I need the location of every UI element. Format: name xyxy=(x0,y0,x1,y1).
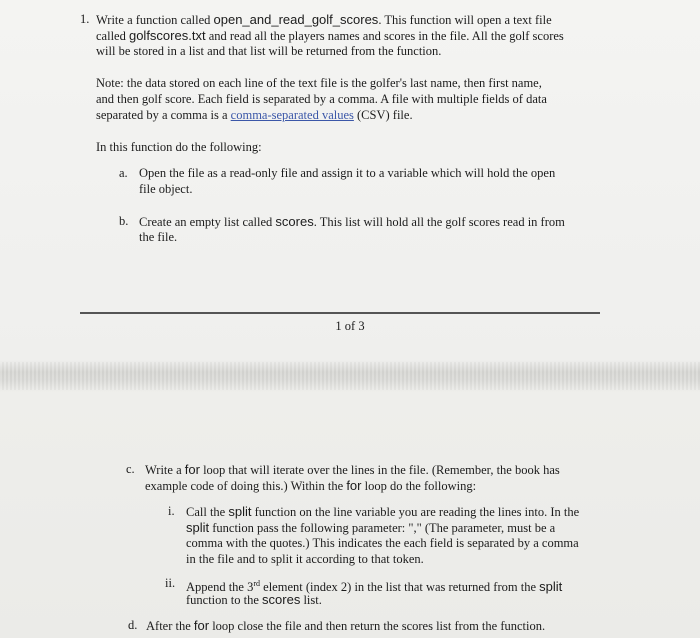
sub-i-marker: i. xyxy=(168,504,175,518)
page-break-gap xyxy=(0,362,700,390)
split-code: split xyxy=(228,504,252,519)
question-number: 1. xyxy=(80,12,90,26)
item-b-marker: b. xyxy=(119,214,129,228)
page-footer-divider xyxy=(80,312,600,314)
text: loop do the following: xyxy=(361,479,477,493)
scores-code: scores xyxy=(262,592,301,607)
text: After the xyxy=(146,619,194,633)
text: function pass the following parameter: "," (The parameter, must be a xyxy=(209,521,556,535)
text: Create an empty list called xyxy=(139,215,276,229)
text: Write a function called xyxy=(96,13,214,27)
item-a-line-2: file object. xyxy=(139,182,193,196)
sub-i-line-3: comma with the quotes.) This indicates the each field is separated by a comma xyxy=(186,536,579,550)
item-d-marker: d. xyxy=(128,618,138,632)
item-b-line-2: the file. xyxy=(139,230,178,244)
item-c-line-1 xyxy=(145,462,560,478)
item-b-line-1 xyxy=(139,214,565,230)
item-c-line-2 xyxy=(145,478,476,494)
sub-ii-marker: ii. xyxy=(165,576,176,590)
split-code: split xyxy=(539,579,563,595)
note-line-1: Note: the data stored on each line of the text file is the golfer's last name, then first name, xyxy=(96,76,542,90)
text: function to the xyxy=(186,593,263,607)
text: separated by a comma is a xyxy=(96,108,231,122)
item-d-line-1 xyxy=(146,618,545,634)
for-keyword-code: for xyxy=(184,462,200,477)
text: loop that will iterate over the lines in the file. (Remember, the book has xyxy=(199,463,560,477)
text: (CSV) file. xyxy=(353,108,413,122)
text: list. xyxy=(300,593,322,607)
text: element (index 2) in the list that was returned from the xyxy=(260,580,540,595)
intro-line-1 xyxy=(96,12,552,28)
text: Append the 3 xyxy=(186,580,254,595)
function-name-code: open_and_read_golf_scores xyxy=(213,12,379,27)
csv-link[interactable]: comma-separated values xyxy=(230,108,354,122)
text: Write a xyxy=(145,463,185,477)
text: called xyxy=(96,29,129,43)
instructions-lead: In this function do the following: xyxy=(96,140,262,154)
text: function on the line variable you are reading the lines into. In the xyxy=(251,505,580,519)
scores-code: scores xyxy=(275,214,314,229)
sub-i-line-1 xyxy=(186,504,579,520)
sub-ii-line-2 xyxy=(186,592,322,608)
text: . This list will hold all the golf scores read in from xyxy=(313,215,565,229)
text: loop close the file and then return the scores list from the function. xyxy=(209,619,546,633)
item-a-marker: a. xyxy=(119,166,128,180)
intro-line-2 xyxy=(96,28,564,44)
note-line-2: and then golf score. Each field is separated by a comma. A file with multiple fields of data xyxy=(96,92,547,106)
text: Call the xyxy=(186,505,229,519)
text: and read all the players names and scores in the file. All the golf scores xyxy=(205,29,564,43)
for-keyword-code: for xyxy=(346,478,362,493)
intro-line-3: will be stored in a list and that list will be returned from the function. xyxy=(96,44,442,58)
item-c-marker: c. xyxy=(126,462,135,476)
sub-i-line-4: in the file and to split it according to that token. xyxy=(186,552,424,566)
text: example code of doing this.) Within the xyxy=(145,479,347,493)
text: . This function will open a text file xyxy=(378,13,552,27)
item-a-line-1: Open the file as a read-only file and assign it to a variable which will hold the open xyxy=(139,166,556,180)
split-code: split xyxy=(186,520,210,535)
ordinal-suffix: rd xyxy=(253,579,261,588)
page-number: 1 of 3 xyxy=(335,319,365,333)
for-keyword-code: for xyxy=(193,618,210,633)
note-line-3 xyxy=(96,108,413,123)
sub-i-line-2 xyxy=(186,520,555,536)
filename-code: golfscores.txt xyxy=(128,28,206,43)
